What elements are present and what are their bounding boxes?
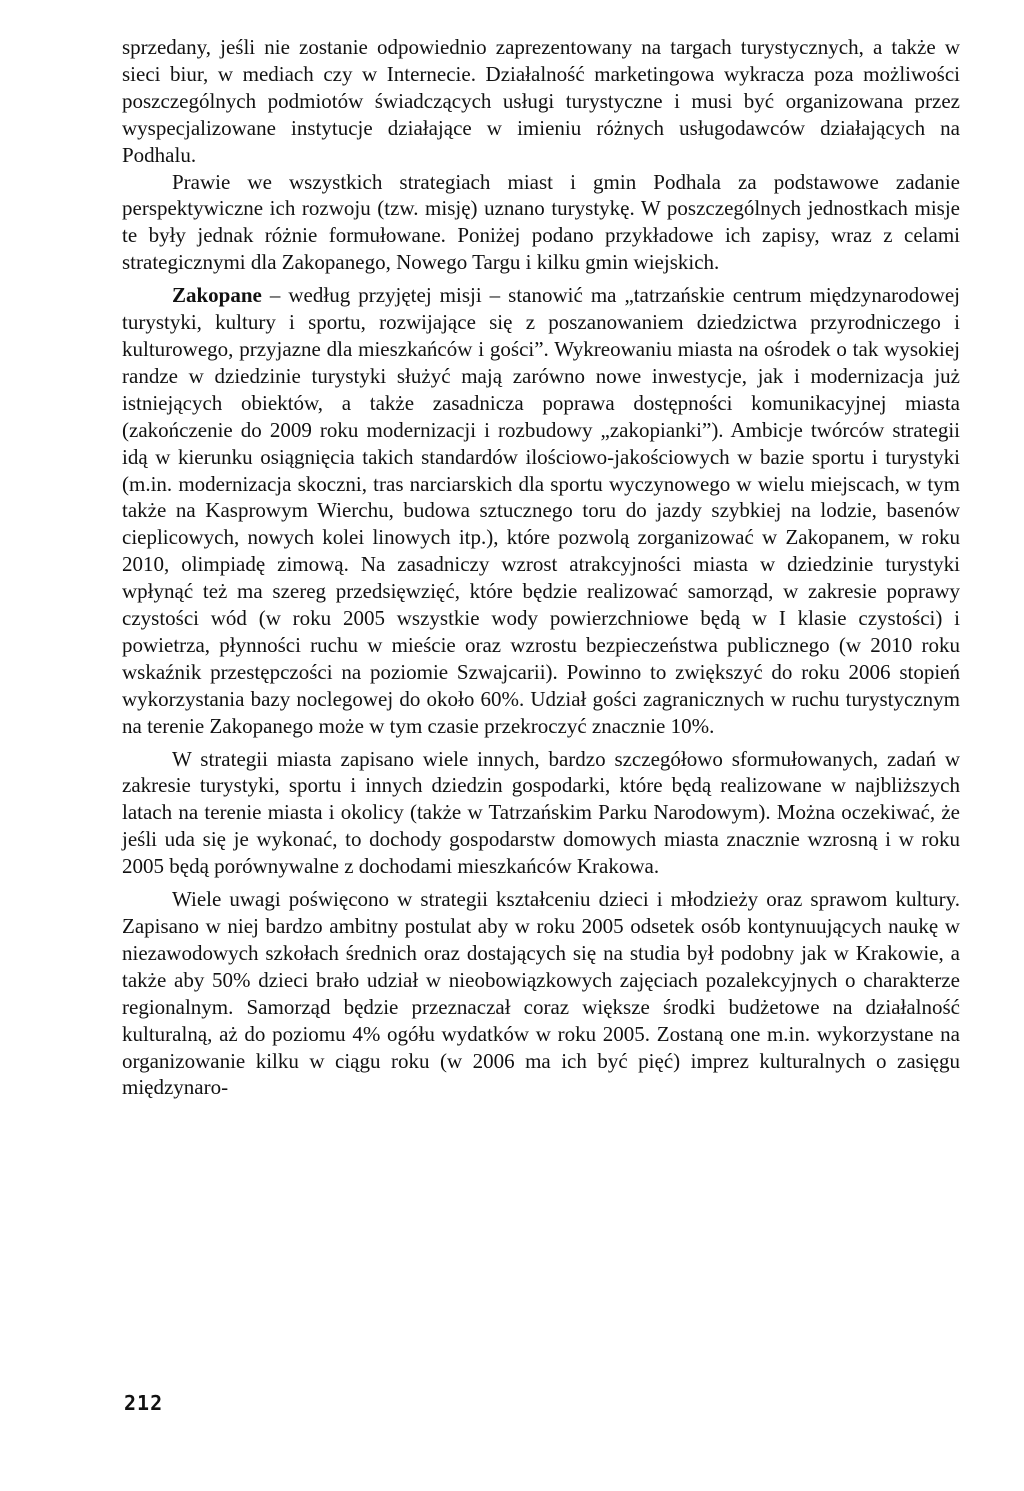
paragraph-2-text: Prawie we wszystkich strategiach miast i gmin Podhala za podstawowe zadanie perspektywiczne ich rozwoju (tzw. misję) uznano turystykę. W poszczególnych jednostkach misje te były jednak różnie formułowane. Poniżej podano przykładowe ich zapisy, wraz z celami strategicznymi dla Zakopanego, Nowego Targu i kilku gmin wiejskich. <box>122 169 960 275</box>
paragraph-3-text: – według przyjętej misji – stanowić ma „tatrzańskie centrum międzynarodowej turystyki, kultury i sportu, rozwijające się z poszanowaniem dziedzictwa przyrodniczego i kulturowego, przyjazne dla mieszkańców i gości”. Wykreowaniu miasta na ośrodek o tak wysokiej randze w dziedzinie turystyki służyć mają zarówno nowe inwestycje, jak i modernizacja już istniejących obiektów, a także zasadnicza poprawa dostępności komunikacyjnej miasta (zakończenie do 2009 roku modernizacji i rozbudowy „zakopianki”). Ambicje twórców strategii idą w kierunku osiągnięcia takich standardów ilościowo-jakościowych w bazie sportu i turystyki (m.in. modernizacja skoczni, tras narciarskich dla sportu wyczynowego w wielu miejscach, w tym także na Kasprowym Wierchu, budowa sztucznego toru do jazdy szybkiej na lodzie, basenów cieplicowych, nowych kolei linowych itp.), które pozwolą zorganizować w Zakopanem, w roku 2010, olimpiadę zimową. Na zasadniczy wzrost atrakcyjności miasta w dziedzinie turystyki wpłynąć też ma szereg przedsięwzięć, które będzie realizować samorząd, w zakresie poprawy czystości wód (w roku 2005 wszystkie wody powierzchniowe będą w I klasie czystości) i powietrza, płynności ruchu w mieście oraz wzrostu bezpieczeństwa publicznego (w 2010 roku wskaźnik przestępczości na poziomie Szwajcarii). Powinno to zwiększyć do roku 2006 stopień wykorzystania bazy noclegowej do około 60%. Udział gości zagranicznych w ruchu turystycznym na terenie Zakopanego może w tym czasie przekroczyć znacznie 10%. <box>122 283 960 738</box>
paragraph-5-text: Wiele uwagi poświęcono w strategii kształceniu dzieci i młodzieży oraz sprawom kultury. Zapisano w niej bardzo ambitny postulat aby w roku 2005 odsetek osób kontynuujących naukę w niezawodowych szkołach średnich oraz dostających się na studia był podobny jak w Krakowie, a także aby 50% dzieci brało udział w nieobowiązkowych zajęciach pozalekcyjnych o charakterze regionalnym. Samorząd będzie przeznaczał coraz większe środki budżetowe na działalność kulturalną, aż do poziomu 4% ogółu wydatków w roku 2005. Zostaną one m.in. wykorzystane na organizowanie kilku w ciągu roku (w 2006 ma ich być pięć) imprez kulturalnych o zasięgu międzynaro- <box>122 887 960 1100</box>
paragraph-3 <box>122 282 960 739</box>
paragraph-4-text: W strategii miasta zapisano wiele innych, bardzo szczegółowo sformułowanych, zadań w zakresie turystyki, sportu i innych dziedzin gospodarki, które będą realizowane w najbliższych latach na terenie miasta i okolicy (także w Tatrzańskim Parku Narodowym). Można oczekiwać, że jeśli uda się je wykonać, to dochody gospodarstw domowych miasta znacznie wzrosną i w roku 2005 będą porównywalne z dochodami mieszkańców Krakowa. <box>122 746 960 879</box>
paragraph-2 <box>122 169 960 277</box>
page-number: 212 <box>124 1391 164 1415</box>
paragraph-3-lead: Zakopane <box>172 283 262 308</box>
paragraph-5 <box>122 886 960 1101</box>
paragraph-1 <box>122 34 960 169</box>
paragraph-1-text: sprzedany, jeśli nie zostanie odpowiednio zaprezentowany na targach turystycznych, a także w sieci biur, w mediach czy w Internecie. Działalność marketingowa wykracza poza możliwości poszczególnych podmiotów świadczących usługi turystyczne i musi być organizowana przez wyspecjalizowane instytucje działające w imieniu różnych usługodawców działających na Podhalu. <box>122 35 960 167</box>
page-body <box>122 34 960 1101</box>
paragraph-4 <box>122 746 960 881</box>
